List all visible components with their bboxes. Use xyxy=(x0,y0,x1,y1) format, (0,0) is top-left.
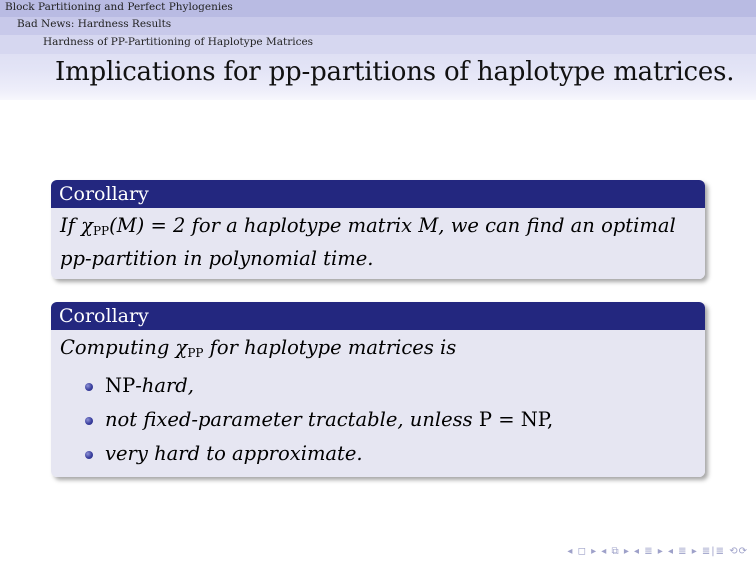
block-body: If $\chi_{PP}(M) = 2$ for a haplotype matrix M, we can find an optimal pp-partition in polynomial time. xyxy=(51,208,705,279)
bullet-list xyxy=(60,369,697,471)
frame-title: Implications for pp-partitions of haplotype matrices. xyxy=(55,57,735,87)
beamer-navigation-icons[interactable]: ◂ ◻ ▸ ◂ ⧉ ▸ ◂ ≣ ▸ ◂ ≣ ▸ ≣|≣ ⟲⟳ xyxy=(567,546,748,557)
list-item: not fixed-parameter tractable, unless P = NP, xyxy=(82,403,697,437)
block-body: Computing $\chi_{PP}$ for haplotype matrices is NP-hard, not fixed-parameter tractable, unless P = NP, very hard to approximate. xyxy=(51,330,705,477)
bullet-icon xyxy=(85,451,93,459)
nav-subsection[interactable]: Bad News: Hardness Results xyxy=(0,17,756,36)
corollary-block-2 xyxy=(51,302,705,477)
bullet-icon xyxy=(85,417,93,425)
list-item: very hard to approximate. xyxy=(82,437,697,471)
block-title: Corollary xyxy=(51,180,705,208)
block-title: Corollary xyxy=(51,302,705,330)
list-item: NP-hard, xyxy=(82,369,697,403)
bullet-icon xyxy=(85,383,93,391)
nav-section[interactable]: Block Partitioning and Perfect Phylogenies xyxy=(0,0,756,19)
nav-subsubsection[interactable]: Hardness of PP-Partitioning of Haplotype Matrices xyxy=(0,35,756,54)
corollary-block-1 xyxy=(51,180,705,279)
